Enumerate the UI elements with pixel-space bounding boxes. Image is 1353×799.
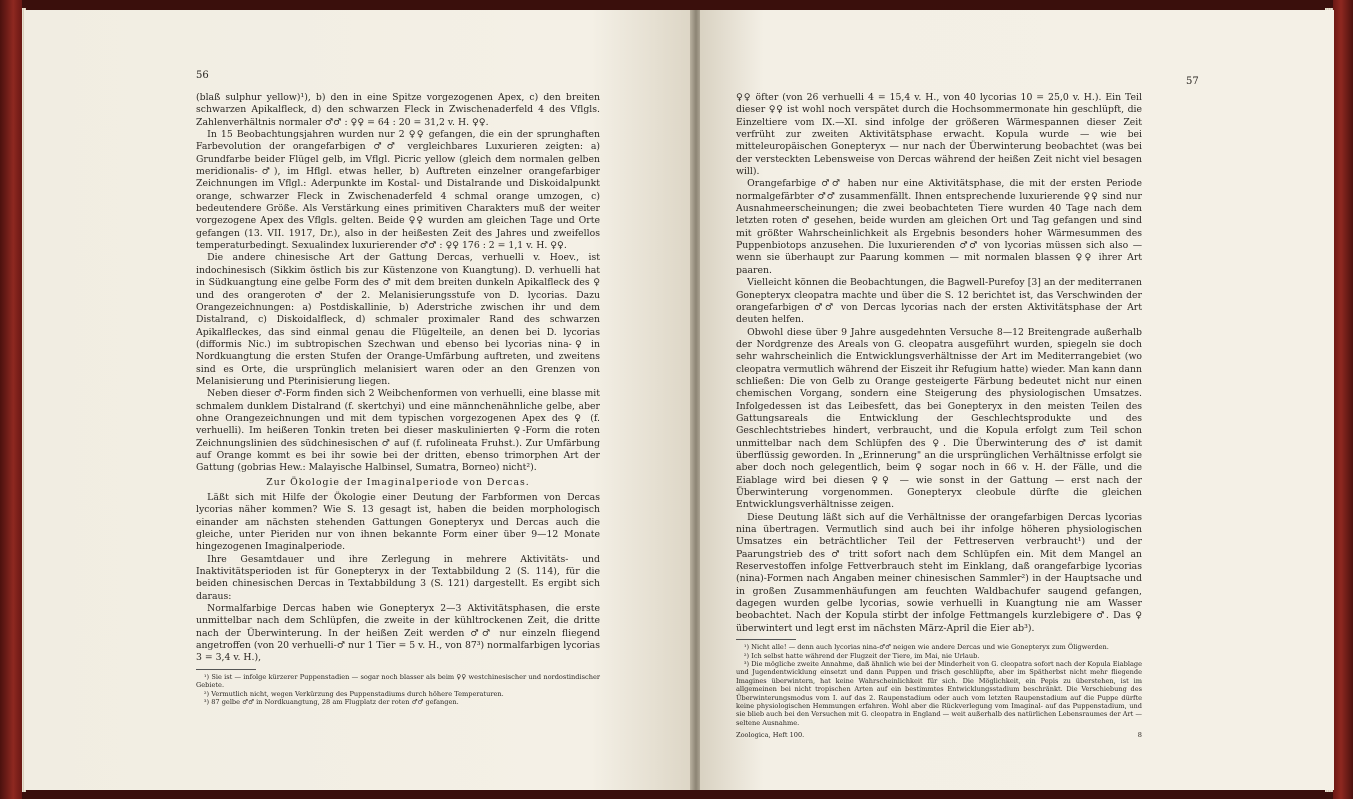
signature-source: Zoologica, Heft 100. bbox=[736, 731, 805, 740]
paragraph: ♀♀ öfter (von 26 verhuelli 4 = 15,4 v. H., von 40 lycorias 10 = 25,0 v. H.). Ein Teil dieser ♀♀ ist wohl noch verspätet durch die Hochsommermonate hin geschlüpft, die Einzeltiere vom IX.—XI. sind infolge der größeren Wärmespannen dieser Zeit verfrüht zur zweiten Aktivitätsphase erwacht. Kopula wurde — wie bei mitteleuropäischen Gonepteryx — nur nach der Überwinterung beobachtet (was bei der versteckten Lebensweise von Dercas während der heißen Zeit nicht viel besagen will). bbox=[736, 92, 1142, 178]
paragraph: In 15 Beobachtungsjahren wurden nur 2 ♀♀ gefangen, die ein der sprunghaften Farbevolution der orangefarbigen ♂♂ vergleichbares Luxurieren zeigten: a) Grundfarbe beider Flügel gelb, im Vflgl. Picric yellow (gleich dem normalen gelben meridionalis-♂), im Hflgl. etwas heller, b) Auftreten einzelner orangefarbiger Zeichnungen im Vflgl.: Aderpunkte im Kostal- und Distalrande und Diskoidalpunkt orange, schwarzer Fleck in Zwischenaderfeld 4 schmal orange umzogen, c) bedeutendere Größe. Als Verstärkung eines primitiven Charakters muß der weiter vorgezogene Apex des Vflgls. gelten. Beide ♀♀ wurden am gleichen Tage und Orte gefangen (13. VII. 1917, Dr.), also in der heißesten Zeit des Jahres und zweifellos temperaturbedingt. Sexualindex luxurierender ♂♂ : ♀♀ 176 : 2 = 1,1 v. H. ♀♀. bbox=[196, 129, 600, 252]
footnote: ¹) Nicht alle! — denn auch lycorias nina-♂♂ neigen wie andere Dercas und wie Gonepteryx zum Öligwerden. bbox=[743, 643, 1109, 652]
footnote: ²) Vermutlich nicht, wegen Verkürzung des Puppenstadiums durch höhere Temperaturen. bbox=[203, 689, 504, 698]
page-number: 56 bbox=[196, 70, 209, 81]
right-page bbox=[700, 10, 1334, 790]
footnote: ³) Die mögliche zweite Annahme, daß ähnlich wie bei der Minderheit von G. cleopatra sofort nach der Kopula Eiablage und Jugendentwicklung einsetzt und dann Puppen und frisch geschlüpfte, aber im Spätherbst nicht mehr fliegende Imagines überwintern, hat keine Wahrscheinlichkeit für sich. Die Möglichkeit, ein Pepis zu überstehen, ist im allgemeinen bei nicht tropischen Arten auf ein bestimmtes Entwicklungsstadium beschränkt. Die Verschiebung des Überwinterungsmodus vom I. auf das 2. Raupenstadium oder auch vom letzten Raupenstadium auf die Puppe dürfte keine physiologischen Hemmungen erfahren. Wohl aber die Rückverlegung vom Imaginal- auf das Puppenstadium, und sie blieb auch bei den Versuchen mit G. cleopatra in England — weit außerhalb des natürlichen Lebensraumes der Art — seltene Ausnahme. bbox=[736, 659, 1142, 727]
left-page bbox=[24, 10, 691, 790]
paragraph: Läßt sich mit Hilfe der Ökologie einer Deutung der Farbformen von Dercas lycorias näher kommen? Wie S. 13 gesagt ist, haben die beiden morphologisch einander am nächsten stehenden Gattungen Gonepteryx und Dercas auch die gleiche, unter Pieriden nur von ihnen bekannte Form einer über 9—12 Monate hingezogenen Imaginalperiode. bbox=[196, 492, 600, 553]
footnote: ²) Ich selbst hatte während der Flugzeit der Tiere, im Mai, nie Urlaub. bbox=[743, 651, 980, 660]
paragraph: Ihre Gesamtdauer und ihre Zerlegung in mehrere Aktivitäts- und Inaktivitätsperioden ist für Gonepteryx in der Textabbildung 2 (S. 114), für die beiden chinesischen Dercas in Textabbildung 3 (S. 121) dargestellt. Es ergibt sich daraus: bbox=[196, 553, 600, 602]
signature-line bbox=[736, 729, 1142, 739]
footnote: ¹) Sie ist — infolge kürzerer Puppenstadien — sogar noch blasser als beim ♀♀ westchinesischer und nordostindischer Gebiete. bbox=[196, 672, 600, 690]
paragraph: Vielleicht können die Beobachtungen, die Bagwell-Purefoy [3] an der mediterranen Gonepteryx cleopatra machte und über die S. 12 berichtet ist, das Verschwinden der orangefarbigen ♂♂ von Dercas lycorias nach der ersten Aktivitätsphase der Art deuten helfen. bbox=[736, 277, 1142, 326]
paragraph: Die andere chinesische Art der Gattung Dercas, verhuelli v. Hoev., ist indochinesisch (Sikkim östlich bis zur Küstenzone von Kuangtung). D. verhuelli hat in Südkuangtung eine gelbe Form des ♂ mit dem breiten dunkeln Apikalfleck des ♀ und des orangeroten ♂ der 2. Melanisierungsstufe von D. lycorias. Dazu Orangezeichnungen: a) Postdiskallinie, b) Aderstriche zwischen ihr und dem Distalrand, c) Diskoidalfleck, d) schmaler proximaler Rand des schwarzen Apikalfleckes, das sind einmal genau die Flügelteile, an denen bei D. lycorias (difformis Nic.) im subtropischen Szechwan und ebenso bei lycorias nina-♀ in Nordkuangtung die ersten Stufen der Orange-Umfärbung auftreten, und zweitens sind es Orte, die ursprünglich melanisiert waren oder an den Grenzen von Melanisierung und Pterinisierung liegen. bbox=[196, 252, 600, 387]
left-page-body bbox=[196, 92, 600, 706]
paragraph: Neben dieser ♂-Form finden sich 2 Weibchenformen von verhuelli, eine blasse mit schmalem dunklem Distalrand (f. skertchyi) und eine männchenähnliche gelbe, aber ohne Orangezeichnungen und mit dem typischen vorgezogenen Apex des ♀ (f. verhuelli). Im heißeren Tonkin treten bei dieser maskulinierten ♀-Form die roten Zeichnungslinien des südchinesischen ♂ auf (f. rufolineata Fruhst.). Zur Umfärbung auf Orange kommt es bei ihr sowie bei der dritten, ebenso trimorphen Art der Gattung (gobrias Hew.: Malayische Halbinsel, Sumatra, Borneo) nicht²). bbox=[196, 388, 600, 474]
paragraph: Obwohl diese über 9 Jahre ausgedehnten Versuche 8—12 Breitengrade außerhalb der Nordgrenze des Areals von G. cleopatra ausgeführt wurden, spiegeln sie doch sehr wahrscheinlich die Entwicklungsverhältnisse der Art im Mediterrangebiet (wo cleopatra vermutlich während der Eiszeit ihr Refugium hatte) wieder. Man kann dann schließen: Die von Gelb zu Orange gesteigerte Färbung bedeutet nicht nur einen chemischen Vorgang, sondern eine Steigerung des physiologischen Umsatzes. Infolgedessen ist das Leibesfett, das bei Gonepteryx in den meisten Teilen des Gattungsareals die Entwicklung der Geschlechtsprodukte und des Geschlechtstriebes hindert, verbraucht, und die Kopula erfolgt zum Teil schon unmittelbar nach dem Schlüpfen des ♀. Die Überwinterung des ♂ ist damit überflüssig geworden. In „Erinnerung" an die ursprünglichen Verhältnisse erfolgt sie aber doch noch gelegentlich, beim ♀ sogar noch in 66 v. H. der Fälle, und die Eiablage wird bei diesen ♀♀ — wie sonst in der Gattung — erst nach der Überwinterung vorgenommen. Gonepteryx cleobule dürfte die gleichen Entwicklungsverhältnisse zeigen. bbox=[736, 326, 1142, 511]
footnote: ³) 87 gelbe ♂♂ in Nordkuangtung, 28 am Flugplatz der roten ♂♂ gefangen. bbox=[203, 698, 459, 707]
paragraph: Orangefarbige ♂♂ haben nur eine Aktivitätsphase, die mit der ersten Periode normalgefärbter ♂♂ zusammenfällt. Ihnen entsprechende luxurierende ♀♀ sind nur Ausnahmeerscheinungen; die zwei beobachteten Tiere wurden 40 Tage nach dem letzten roten ♂ gesehen, beide wurden am gleichen Ort und Tag gefangen und sind mit größter Wahrscheinlichkeit als Ergebnis besonders hoher Wärmesummen des Puppenbiotops anzusehen. Die luxurierenden ♂♂ von lycorias müssen sich also — wenn sie überhaupt zur Paarung kommen — mit normalen blassen ♀♀ ihrer Art paaren. bbox=[736, 178, 1142, 276]
book-cover-left bbox=[0, 0, 22, 799]
paragraph: Diese Deutung läßt sich auf die Verhältnisse der orangefarbigen Dercas lycorias nina übertragen. Vermutlich sind auch bei ihr infolge höheren physiologischen Umsatzes ein beträchtlicher Teil der Fettreserven verbraucht¹) und der Paarungstrieb des ♂ tritt sofort nach dem Schlüpfen ein. Mit dem Mangel an Reservestoffen infolge Fettverbrauch steht im Einklang, daß orangefarbige lycorias (nina)-Formen nach Angaben meiner chinesischen Sammler²) in der Hauptsache und in großen Zusammenhäufungen am feuchten Waldbachufer saugend gefangen, dagegen wurden gelbe lycorias, sowie verhuelli in Kuangtung nie am Wasser beobachtet. Nach der Kopula stirbt der infolge Fettmangels kurzlebigere ♂. Das ♀ überwintert und legt erst im nächsten März-April die Eier ab³). bbox=[736, 511, 1142, 634]
footnote-divider bbox=[736, 639, 796, 640]
section-heading: Zur Ökologie der Imaginalperiode von Dercas. bbox=[266, 476, 530, 488]
right-page-body bbox=[736, 92, 1142, 739]
page-number: 57 bbox=[1186, 76, 1199, 87]
paragraph: Normalfarbige Dercas haben wie Gonepteryx 2—3 Aktivitätsphasen, die erste unmittelbar nach dem Schlüpfen, die zweite in der kühltrockenen Zeit, die dritte nach der Überwinterung. In der heißen Zeit werden ♂♂ nur einzeln fliegend angetroffen (von 20 verhuelli-♂ nur 1 Tier = 5 v. H., von 87³) normalfarbigen lycorias 3 = 3,4 v. H.), bbox=[196, 603, 600, 664]
footnote-divider bbox=[196, 669, 256, 670]
signature-mark: 8 bbox=[1137, 731, 1142, 740]
book-cover-right bbox=[1333, 0, 1353, 799]
paragraph: (blaß sulphur yellow)¹), b) den in eine Spitze vorgezogenen Apex, c) den breiten schwarzen Apikalfleck, d) den schwarzen Fleck in Zwischenaderfeld 4 des Vflgls. Zahlenverhältnis normaler ♂♂ : ♀♀ = 64 : 20 = 31,2 v. H. ♀♀. bbox=[196, 92, 600, 128]
